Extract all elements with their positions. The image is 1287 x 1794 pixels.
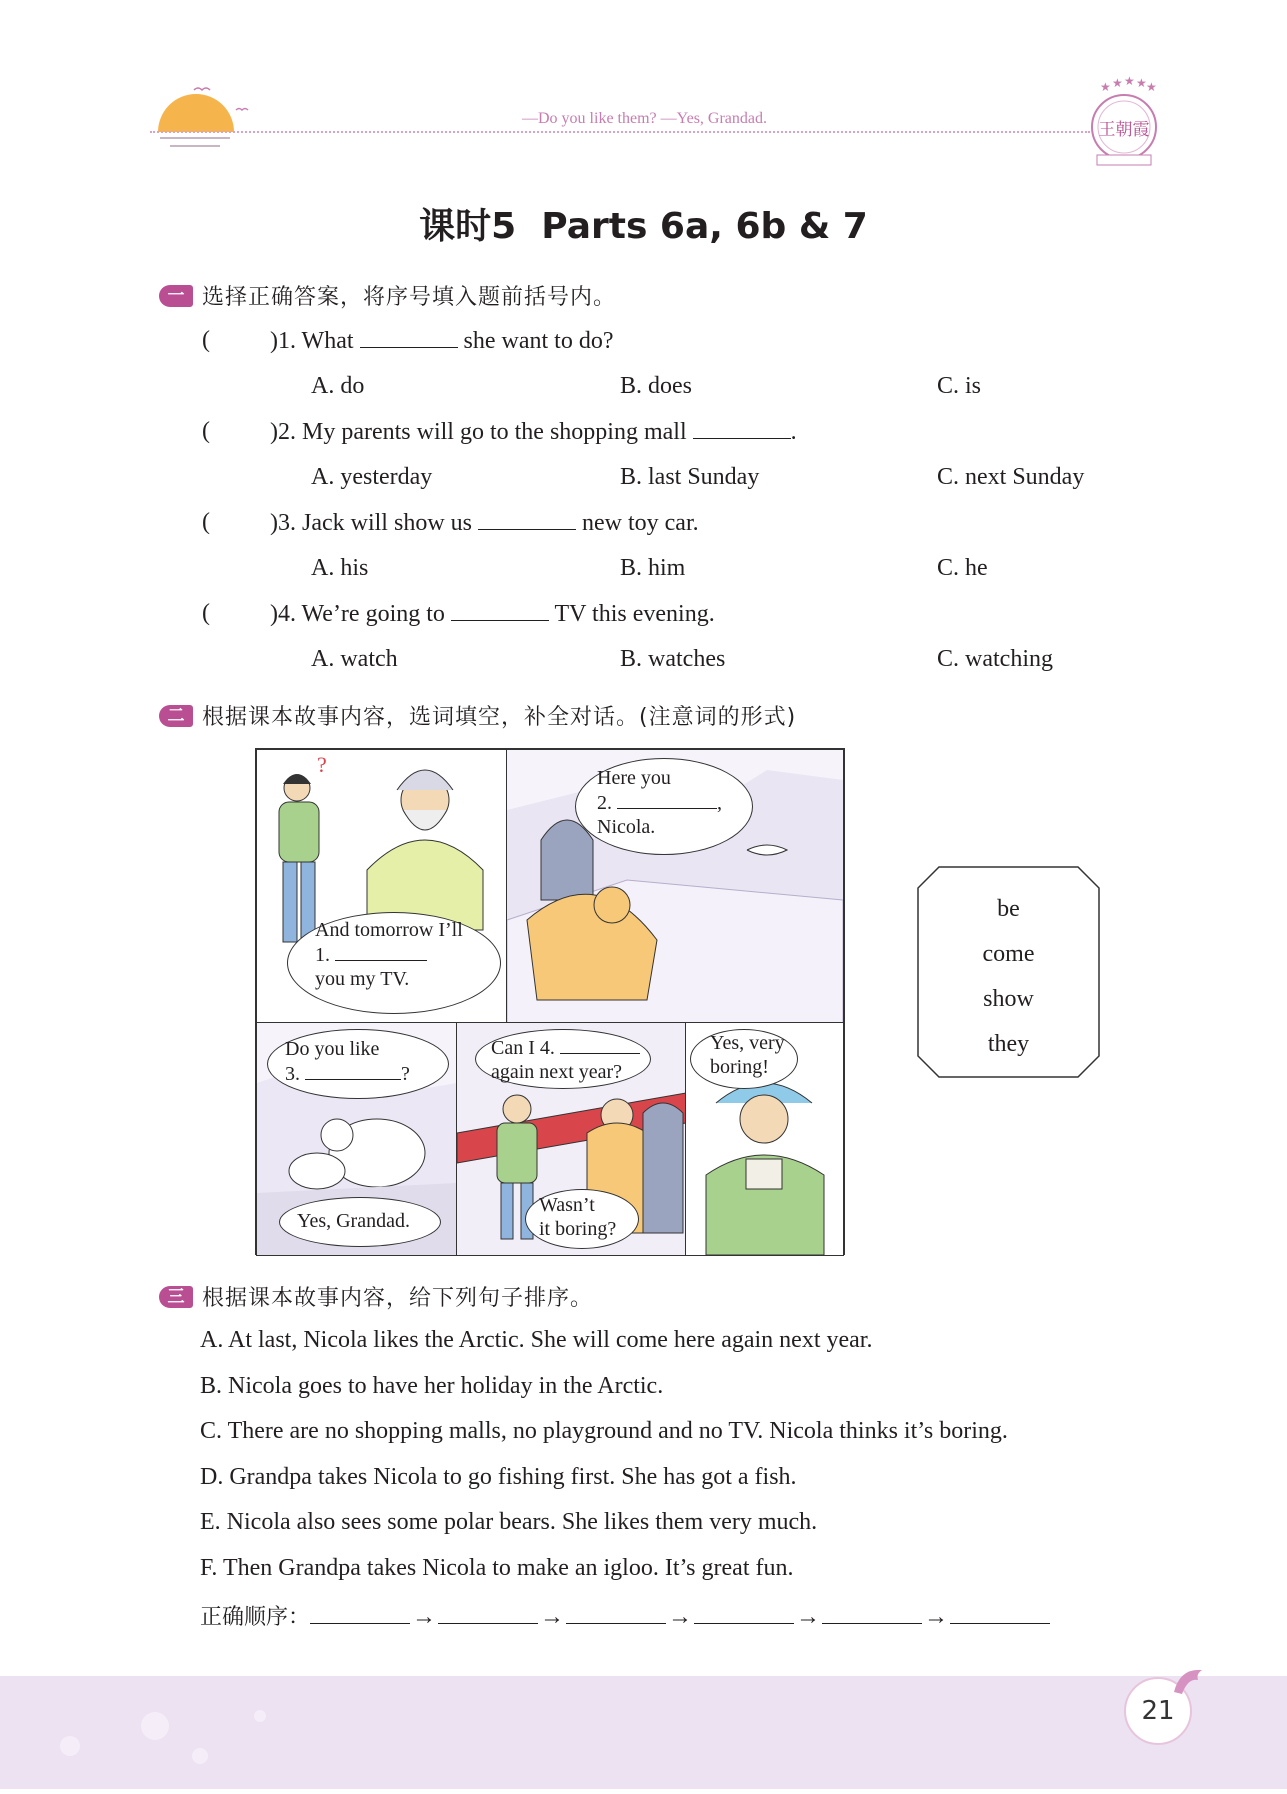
section-1-badge: 一 — [159, 285, 193, 307]
section-2-badge: 二 — [159, 705, 193, 727]
arrow-icon: → — [412, 1604, 437, 1630]
running-title: —Do you like them? —Yes, Grandad. — [522, 110, 768, 127]
section-3-badge: 三 — [159, 1286, 193, 1308]
comic-panel-3: Do you like 3. ? Yes, Grandad. — [256, 1022, 458, 1256]
footer-bubbles-decoration — [0, 1676, 1287, 1789]
question-stem: )3. Jack will show us — [270, 510, 472, 536]
bubble-blank-1[interactable] — [335, 942, 427, 961]
bubble-text: And tomorrow I’ll — [315, 919, 463, 941]
question-tail: . — [790, 419, 797, 445]
answer-blank[interactable] — [451, 600, 549, 621]
comic-strip — [255, 748, 845, 1255]
arrow-icon: → — [540, 1604, 565, 1630]
order-blank[interactable] — [694, 1601, 794, 1624]
answer-blank[interactable] — [478, 509, 576, 530]
question-tail: she want to do? — [463, 328, 614, 354]
bubble-blank-2[interactable] — [617, 790, 717, 809]
story-sentence: C. There are no shopping malls, no playground and no TV. Nicola thinks it’s boring. — [200, 1418, 1008, 1444]
bubble-blank-3[interactable] — [305, 1061, 401, 1080]
comic-panel-2: Here you 2. , Nicola. — [506, 749, 844, 1024]
bubble-text: Nicola. — [597, 816, 656, 838]
story-sentence: A. At last, Nicola likes the Arctic. She will come here again next year. — [200, 1327, 873, 1353]
answer-paren[interactable]: ( — [202, 418, 210, 444]
question-stem: )2. My parents will go to the shopping mall — [270, 419, 687, 445]
bubble-text: Wasn’t — [539, 1194, 595, 1216]
order-blank[interactable] — [950, 1601, 1050, 1624]
bubble-blank-4[interactable] — [560, 1035, 640, 1054]
order-blank[interactable] — [822, 1601, 922, 1624]
option: C. is — [937, 373, 982, 399]
section-1-instruction: 选择正确答案，将序号填入题前括号内。 — [202, 285, 617, 310]
word-bank-item: they — [987, 1031, 1030, 1057]
story-sentence: F. Then Grandpa takes Nicola to make an igloo. It’s great fun. — [200, 1555, 794, 1581]
answer-paren[interactable]: ( — [202, 327, 210, 353]
question-tail: new toy car. — [581, 510, 699, 536]
option: A. do — [311, 373, 365, 399]
bubble-text: boring! — [710, 1056, 769, 1078]
svg-text:★: ★ — [1136, 76, 1147, 90]
option: C. watching — [937, 646, 1053, 672]
arrow-icon: → — [924, 1604, 949, 1630]
order-label: 正确顺序： — [200, 1605, 311, 1630]
order-answer-row — [200, 1600, 1050, 1631]
option: A. yesterday — [311, 464, 433, 490]
bubble-number: 3. — [285, 1063, 300, 1085]
word-bank-item: show — [983, 986, 1034, 1012]
bubble-text: Yes, Grandad. — [297, 1210, 410, 1232]
bubble-text: Do you like — [285, 1038, 380, 1060]
svg-text:★: ★ — [1124, 75, 1135, 88]
option: B. last Sunday — [620, 464, 760, 490]
bubble-text: it boring? — [539, 1218, 617, 1240]
word-bank-item: come — [982, 941, 1035, 967]
svg-text:★: ★ — [1100, 80, 1111, 94]
question-tail: TV this evening. — [554, 601, 715, 627]
bubble-number: Can I 4. — [491, 1037, 555, 1059]
option: C. he — [937, 555, 988, 581]
bubble-text: Here you — [597, 767, 671, 789]
comic-panel-1 — [256, 749, 508, 1024]
bubble-number: 1. — [315, 944, 330, 966]
question-stem: )1. What — [270, 328, 354, 354]
comic-panel-4 — [456, 1022, 687, 1256]
option: A. his — [311, 555, 369, 581]
question-stem: )4. We’re going to — [270, 601, 445, 627]
bubble-text: again next year? — [491, 1061, 623, 1083]
sun-decoration — [150, 80, 260, 156]
story-sentence: D. Grandpa takes Nicola to go fishing first. She has got a fish. — [200, 1464, 797, 1490]
page-number: 21 — [1124, 1677, 1192, 1745]
story-sentence: E. Nicola also sees some polar bears. She likes them very much. — [200, 1509, 818, 1535]
option: A. watch — [311, 646, 398, 672]
bubble-number: 2. — [597, 792, 612, 814]
seal-logo — [1083, 75, 1165, 171]
arrow-icon: → — [668, 1604, 693, 1630]
svg-text:★: ★ — [1146, 80, 1157, 94]
answer-blank[interactable] — [693, 418, 791, 439]
footer-band — [0, 1676, 1287, 1789]
bubble-text: Yes, very — [710, 1032, 785, 1054]
order-blank[interactable] — [566, 1601, 666, 1624]
option: B. watches — [620, 646, 726, 672]
svg-text:★: ★ — [1112, 76, 1123, 90]
arrow-icon: → — [796, 1604, 821, 1630]
order-blank[interactable] — [310, 1601, 410, 1624]
lesson-title: 课时5 Parts 6a, 6b & 7 — [419, 206, 868, 247]
answer-blank[interactable] — [360, 327, 458, 348]
word-bank-item: be — [997, 896, 1020, 922]
svg-text:?: ? — [317, 752, 327, 777]
answer-paren[interactable]: ( — [202, 509, 210, 535]
section-3-instruction: 根据课本故事内容，给下列句子排序。 — [202, 1286, 594, 1311]
header-dotted-line — [150, 131, 1090, 133]
comic-panel-5 — [685, 1022, 844, 1256]
answer-paren[interactable]: ( — [202, 600, 210, 626]
story-sentence: B. Nicola goes to have her holiday in the Arctic. — [200, 1373, 664, 1399]
bubble-text: you my TV. — [315, 968, 410, 990]
svg-text:王朝霞: 王朝霞 — [1098, 120, 1150, 140]
option: B. does — [620, 373, 692, 399]
dolphin-icon — [1168, 1662, 1208, 1706]
section-2-instruction: 根据课本故事内容，选词填空，补全对话。(注意词的形式) — [202, 705, 797, 730]
option: B. him — [620, 555, 686, 581]
option: C. next Sunday — [937, 464, 1085, 490]
order-blank[interactable] — [438, 1601, 538, 1624]
